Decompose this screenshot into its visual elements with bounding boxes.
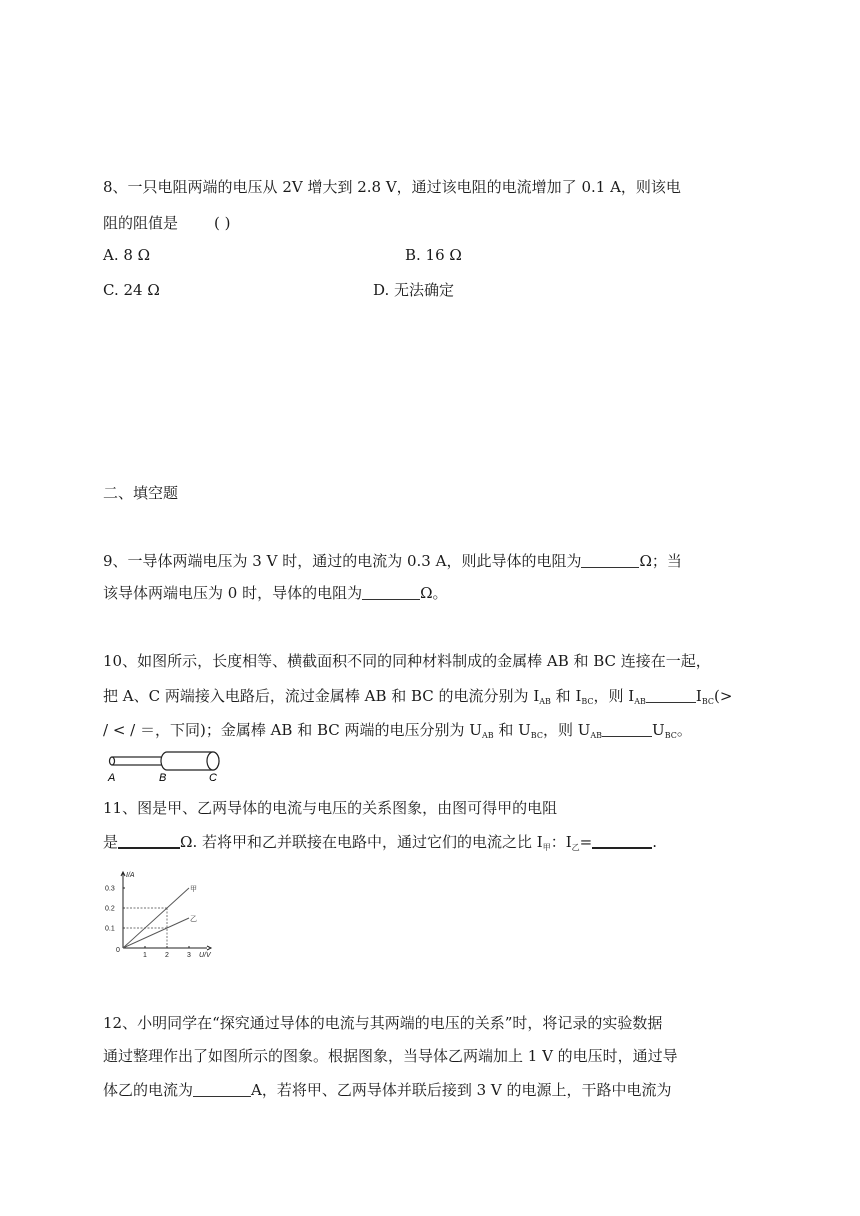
q10-text-b: 和 I	[550, 687, 582, 705]
q9-text-1: 9、一导体两端电压为 3 V 时，通过的电流为 0.3 A，则此导体的电阻为	[103, 552, 582, 570]
series-label: 甲	[190, 886, 197, 893]
q10-line-2	[103, 686, 732, 712]
q10-text-h: ，则 U	[542, 721, 591, 739]
q10-text-d: I	[695, 687, 702, 705]
q11-text-c: ：I	[550, 833, 572, 851]
q10-line-1: 10、如图所示，长度相等、横截面积不同的同种材料制成的金属棒 AB 和 BC 连接在一起，	[103, 652, 711, 670]
q12-text-b: A，若将甲、乙两导体并联后接到 3 V 的电源上，干路中电流为	[251, 1081, 672, 1099]
q11-blank-2[interactable]	[592, 832, 652, 849]
q10-text-e: (>	[713, 687, 733, 705]
series-line	[123, 888, 189, 948]
q12-line-3	[103, 1080, 672, 1100]
q8-answer-paren: ( )	[214, 214, 231, 232]
x-axis-arrow	[207, 946, 211, 950]
q12-line-2: 通过整理作出了如图所示的图象。根据图象，当导体乙两端加上 1 V 的电压时，通过导	[103, 1047, 678, 1065]
q9-blank-2[interactable]	[362, 584, 420, 600]
q11-line-1: 11、图是甲、乙两导体的电流与电压的关系图象，由图可得甲的电阻	[103, 799, 558, 817]
q10-sub-bc-2: BC	[701, 697, 714, 706]
q9-blank-1[interactable]	[581, 552, 639, 568]
y-axis-label: I/A	[126, 872, 135, 879]
q9-text-3: 该导体两端电压为 0 时，导体的电阻为	[103, 584, 363, 602]
q11-text-b: Ω. 若将甲和乙并联接在电路中，通过它们的电流之比 I	[180, 833, 543, 851]
q11-text-a: 是	[103, 833, 119, 851]
q10-text-i: U	[652, 721, 665, 739]
q10-sub-ab-2: AB	[634, 697, 646, 706]
q10-text-j: 。	[676, 721, 692, 739]
q10-blank-2[interactable]	[602, 721, 652, 737]
y-tick-label: 0.3	[105, 885, 115, 893]
q10-text-f: / < / ＝，下同)；金属棒 AB 和 BC 两端的电压分别为 U	[103, 721, 482, 739]
x-axis-label: U/V	[199, 952, 211, 959]
rod-bc-end	[207, 752, 219, 770]
q10-sub-ab-3: AB	[481, 731, 494, 740]
q10-blank-1[interactable]	[646, 687, 696, 703]
q11-text-eq: =	[579, 833, 593, 851]
q10-text-a: 把 A、C 两端接入电路后，流过金属棒 AB 和 BC 的电流分别为 I	[103, 687, 540, 705]
q11-blank-1[interactable]	[118, 832, 180, 849]
label-c: C	[209, 772, 217, 784]
q10-sub-bc-3: BC	[530, 731, 543, 740]
label-a: A	[108, 772, 116, 784]
q9-text-4: Ω。	[420, 584, 448, 602]
x-tick-label: 2	[165, 952, 169, 959]
q10-sub-bc: BC	[581, 697, 594, 706]
chart-axes	[121, 872, 211, 950]
q10-sub-bc-4: BC	[664, 731, 677, 740]
q9-line-2	[103, 583, 448, 603]
y-tick-label: 0.2	[105, 905, 115, 913]
series-label: 乙	[190, 916, 197, 923]
q8-line-2	[103, 213, 231, 233]
rod-ab-end	[110, 757, 115, 765]
q11-sub-jia: 甲	[542, 843, 551, 852]
x-tick-label: 1	[143, 952, 147, 959]
origin-label: 0	[116, 947, 120, 954]
q9-text-2: Ω；当	[639, 552, 682, 570]
q8-option-c: C. 24 Ω	[103, 281, 160, 299]
q8-option-b: B. 16 Ω	[405, 246, 462, 264]
q10-text-c: ，则 I	[593, 687, 635, 705]
q11-sub-yi: 乙	[571, 843, 580, 852]
q10-line-3	[103, 720, 692, 746]
q11-text-end: .	[652, 833, 657, 851]
q11-line-2	[103, 832, 657, 858]
q10-text-g: 和 U	[493, 721, 531, 739]
label-b: B	[159, 772, 167, 784]
q10-sub-ab: AB	[539, 697, 551, 706]
rod-ab	[112, 757, 167, 765]
q11-iu-chart	[103, 868, 218, 960]
q8-line-1: 8、一只电阻两端的电压从 2V 增大到 2.8 V，通过该电阻的电流增加了 0.1 A，则该电	[103, 178, 681, 196]
y-tick-label: 0.1	[105, 925, 115, 933]
x-tick-label: 3	[187, 952, 191, 959]
q8-line-2-text: 阻的阻值是	[103, 214, 179, 232]
q10-sub-ab-4: AB	[590, 731, 603, 740]
q9-line-1	[103, 551, 682, 571]
q12-text-a: 体乙的电流为	[103, 1081, 194, 1099]
chart-series	[123, 888, 189, 948]
q12-line-1: 12、小明同学在“探究通过导体的电流与其两端的电压的关系”时，将记录的实验数据	[103, 1014, 663, 1032]
section-title: 二、填空题	[103, 484, 179, 502]
q8-option-a: A. 8 Ω	[103, 246, 151, 264]
q8-option-d: D. 无法确定	[373, 281, 455, 299]
series-line	[123, 918, 189, 948]
q12-blank-1[interactable]	[193, 1081, 251, 1097]
q10-rod-figure	[105, 750, 225, 784]
